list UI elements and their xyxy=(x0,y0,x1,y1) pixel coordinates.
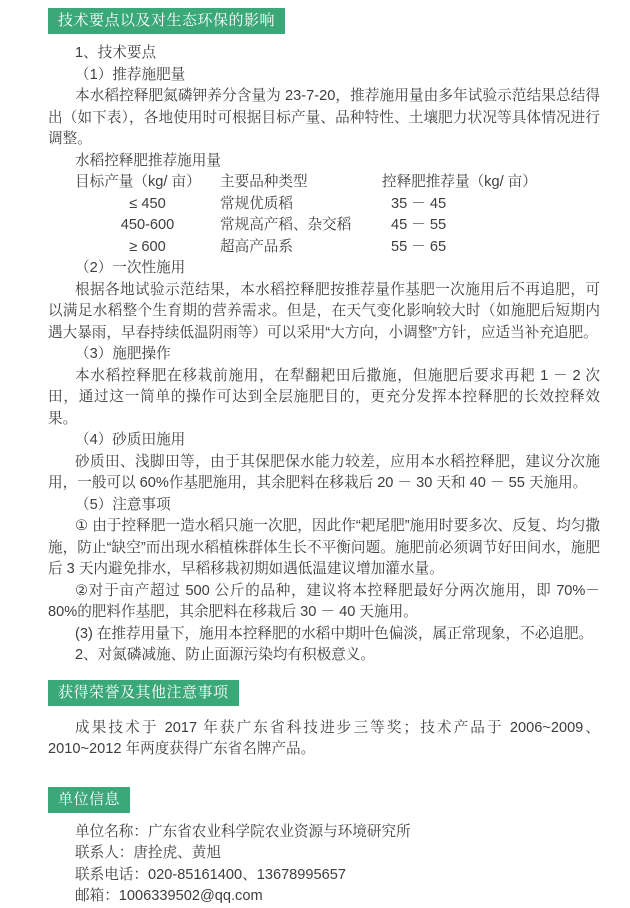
contact-person-label: 联系人： xyxy=(75,845,134,861)
table-header-row xyxy=(75,172,600,194)
table-cell-variety: 常规高产稻、杂交稻 xyxy=(220,217,352,233)
table-header-variety-type: 主要品种类型 xyxy=(220,174,308,190)
table-row xyxy=(75,237,600,259)
contact-email-label: 邮箱： xyxy=(75,888,119,904)
contact-email-value: 1006339502@qq.com xyxy=(118,888,263,904)
table-cell-variety: 超高产品系 xyxy=(220,238,293,255)
table-cell-yield: 450-600 xyxy=(120,217,175,233)
unit-section-badge: 单位信息 xyxy=(48,787,130,813)
sub2-paragraph: 根据各地试验示范结果，本水稻控释肥按推荐量作基肥一次施用后不再追肥，可以满足水稻整个生育期的营养需求。但是，在天气变化影响较大时（如施肥后短期内遇大暴雨，早春持续低温阴雨等）可以采用“大方向，小调整”方针，应适当补充追肥。 xyxy=(48,281,600,341)
sub1-paragraph: 本水稻控释肥氮磷钾养分含量为 23-7-20，推荐施用量由多年试验示范结果总结得出（如下表），各地使用时可根据目标产量、品种特性、土壤肥力状况等具体情况进行调整。 xyxy=(48,88,600,147)
unit-name-value: 广东省农业科学院农业资源与环境研究所 xyxy=(147,823,411,840)
unit-name-line xyxy=(48,822,600,844)
contact-phone-value: 020-85161400、13678995657 xyxy=(147,866,346,883)
sub3-heading: （3）施肥操作 xyxy=(75,346,171,362)
sub1-heading: （1）推荐施肥量 xyxy=(75,66,186,83)
table-cell-amount: 35 － 45 xyxy=(391,195,447,212)
tech-section-badge: 技术要点以及对生态环保的影响 xyxy=(48,8,285,34)
table-row xyxy=(75,194,600,216)
table-header-target-yield: 目标产量（kg/ 亩） xyxy=(75,174,201,190)
contact-email-line xyxy=(48,886,600,908)
contact-person-value: 唐拴虎、黄旭 xyxy=(133,845,221,861)
point1-heading: 1、技术要点 xyxy=(75,45,157,61)
table-cell-amount: 55 － 65 xyxy=(391,238,447,255)
section-tech xyxy=(48,8,600,34)
sub4-paragraph: 砂质田、浅脚田等，由于其保肥保水能力较差，应用本水稻控释肥，建议分次施用，一般可以 60%作基肥施用，其余肥料在移栽后 20 － 30 天和 40 － 55 天施用。 xyxy=(48,453,600,491)
note1-paragraph: ① 由于控释肥一造水稻只施一次肥，因此作“耙尾肥”施用时要多次、反复、均匀撒施，防止“缺空”而出现水稻植株群体生长不平衡问题。施肥前必须调节好田间水，施肥后 3 天内避免排水，早稻移栽初期如遇低温建议增加灌水量。 xyxy=(48,518,600,577)
fertilizer-table xyxy=(75,172,600,258)
sub5-heading: （5）注意事项 xyxy=(75,496,171,513)
sub2-heading: （2）一次性施用 xyxy=(75,260,186,276)
sub3-paragraph: 本水稻控释肥在移栽前施用，在犁翻耙田后撒施，但施肥后要求再耙 1 － 2 次田，通过这一简单的操作可达到全层施肥目的，更充分发挥本控释肥的长效控释效果。 xyxy=(48,367,600,427)
table-cell-variety: 常规优质稻 xyxy=(220,195,293,212)
honors-section-badge: 获得荣誉及其他注意事项 xyxy=(48,680,239,706)
table-caption: 水稻控释肥推荐施用量 xyxy=(75,152,221,169)
table-row xyxy=(75,215,600,237)
note2-paragraph: ②对于亩产超过 500 公斤的品种，建议将本控释肥最好分两次施用，即 70%－80%的肥料作基肥，其余肥料在移栽后 30 － 40 天施用。 xyxy=(48,582,600,620)
table-header-recommended-amount: 控释肥推荐量（kg/ 亩） xyxy=(382,174,537,190)
contact-phone-label: 联系电话： xyxy=(75,866,148,883)
sub4-heading: （4）砂质田施用 xyxy=(75,432,186,448)
honors-paragraph: 成果技术于 2017 年获广东省科技进步三等奖；技术产品于 2006~2009、2010~2012 年两度获得广东省名牌产品。 xyxy=(48,719,600,757)
point2-heading: 2、对氮磷减施、防止面源污染均有积极意义。 xyxy=(75,647,375,663)
table-cell-yield: ≥ 600 xyxy=(129,238,166,255)
table-cell-yield: ≤ 450 xyxy=(129,195,166,212)
contact-person-line xyxy=(48,843,600,865)
contact-phone-line xyxy=(48,865,600,887)
table-cell-amount: 45 － 55 xyxy=(391,217,447,233)
note3-paragraph: (3) 在推荐用量下，施用本控释肥的水稻中期叶色偏淡，属正常现象，不必追肥。 xyxy=(75,625,594,642)
section-honors xyxy=(48,680,600,706)
unit-name-label: 单位名称： xyxy=(75,823,148,840)
section-unit-info xyxy=(48,787,600,813)
